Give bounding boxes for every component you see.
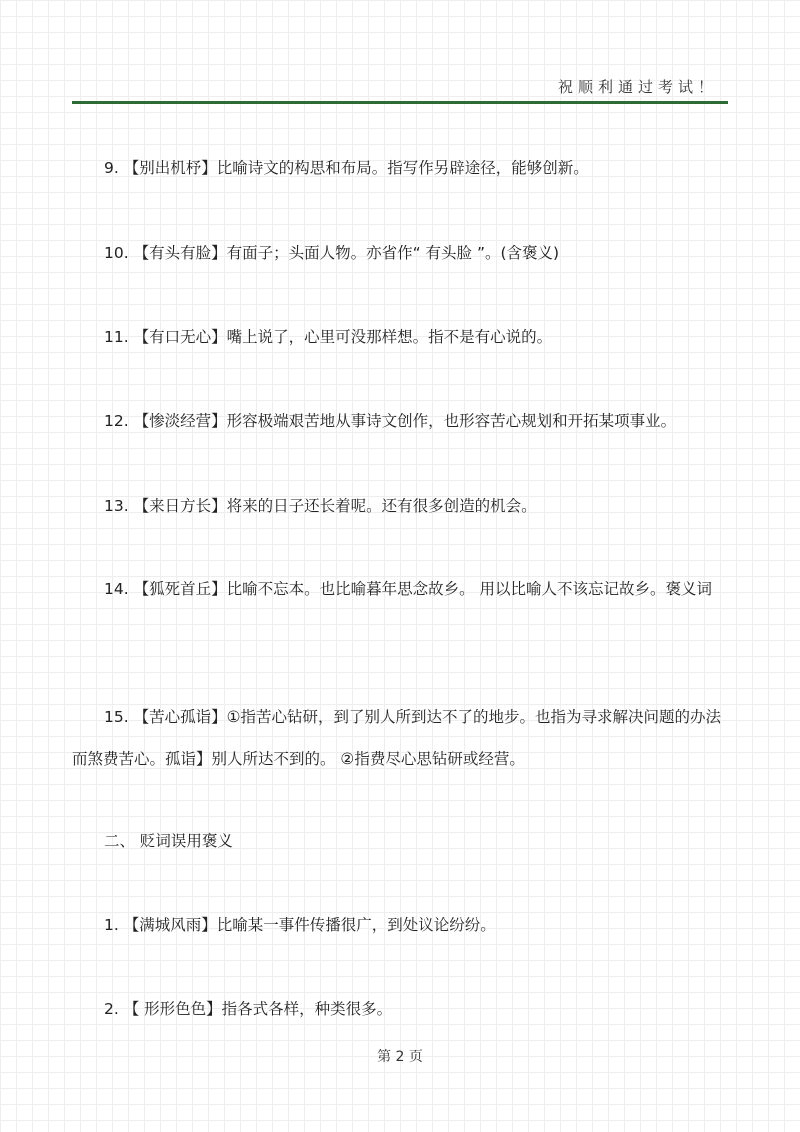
idiom-entry-13: 13. 【来日方长】将来的日子还长着呢。还有很多创造的机会。 [104,497,537,515]
idiom-entry-1: 1. 【满城风雨】比喻某一事件传播很广，到处议论纷纷。 [104,916,496,934]
section-heading: 二、 贬词误用褒义 [104,832,233,850]
idiom-entry-14: 14. 【狐死首丘】比喻不忘本。也比喻暮年思念故乡。 用以比喻人不该忘记故乡。褒义词 [104,580,713,598]
idiom-entry-12: 12. 【惨淡经营】形容极端艰苦地从事诗文创作，也形容苦心规划和开拓某项事业。 [104,412,677,430]
header-text: 祝顺利通过考试！ [557,78,718,96]
idiom-entry-9: 9. 【别出机杼】比喻诗文的构思和布局。指写作另辟途径，能够创新。 [104,159,589,177]
header-divider [72,101,728,104]
page-number: 第 2 页 [377,1049,423,1065]
idiom-entry-10: 10. 【有头有脸】有面子；头面人物。亦省作“ 有头脸 ”。(含褒义) [104,244,560,262]
idiom-entry-2: 2. 【 形形色色】指各式各样，种类很多。 [104,1000,393,1018]
idiom-entry-15: 15. 【苦心孤诣】①指苦心钻研，到了别人所到达不了的地步。也指为寻求解决问题的办法而煞费苦心。孤诣】别人所达不到的。 ②指费尽心思钻研或经营。 [72,708,721,768]
idiom-entry-11: 11. 【有口无心】嘴上说了，心里可没那样想。指不是有心说的。 [104,328,553,346]
